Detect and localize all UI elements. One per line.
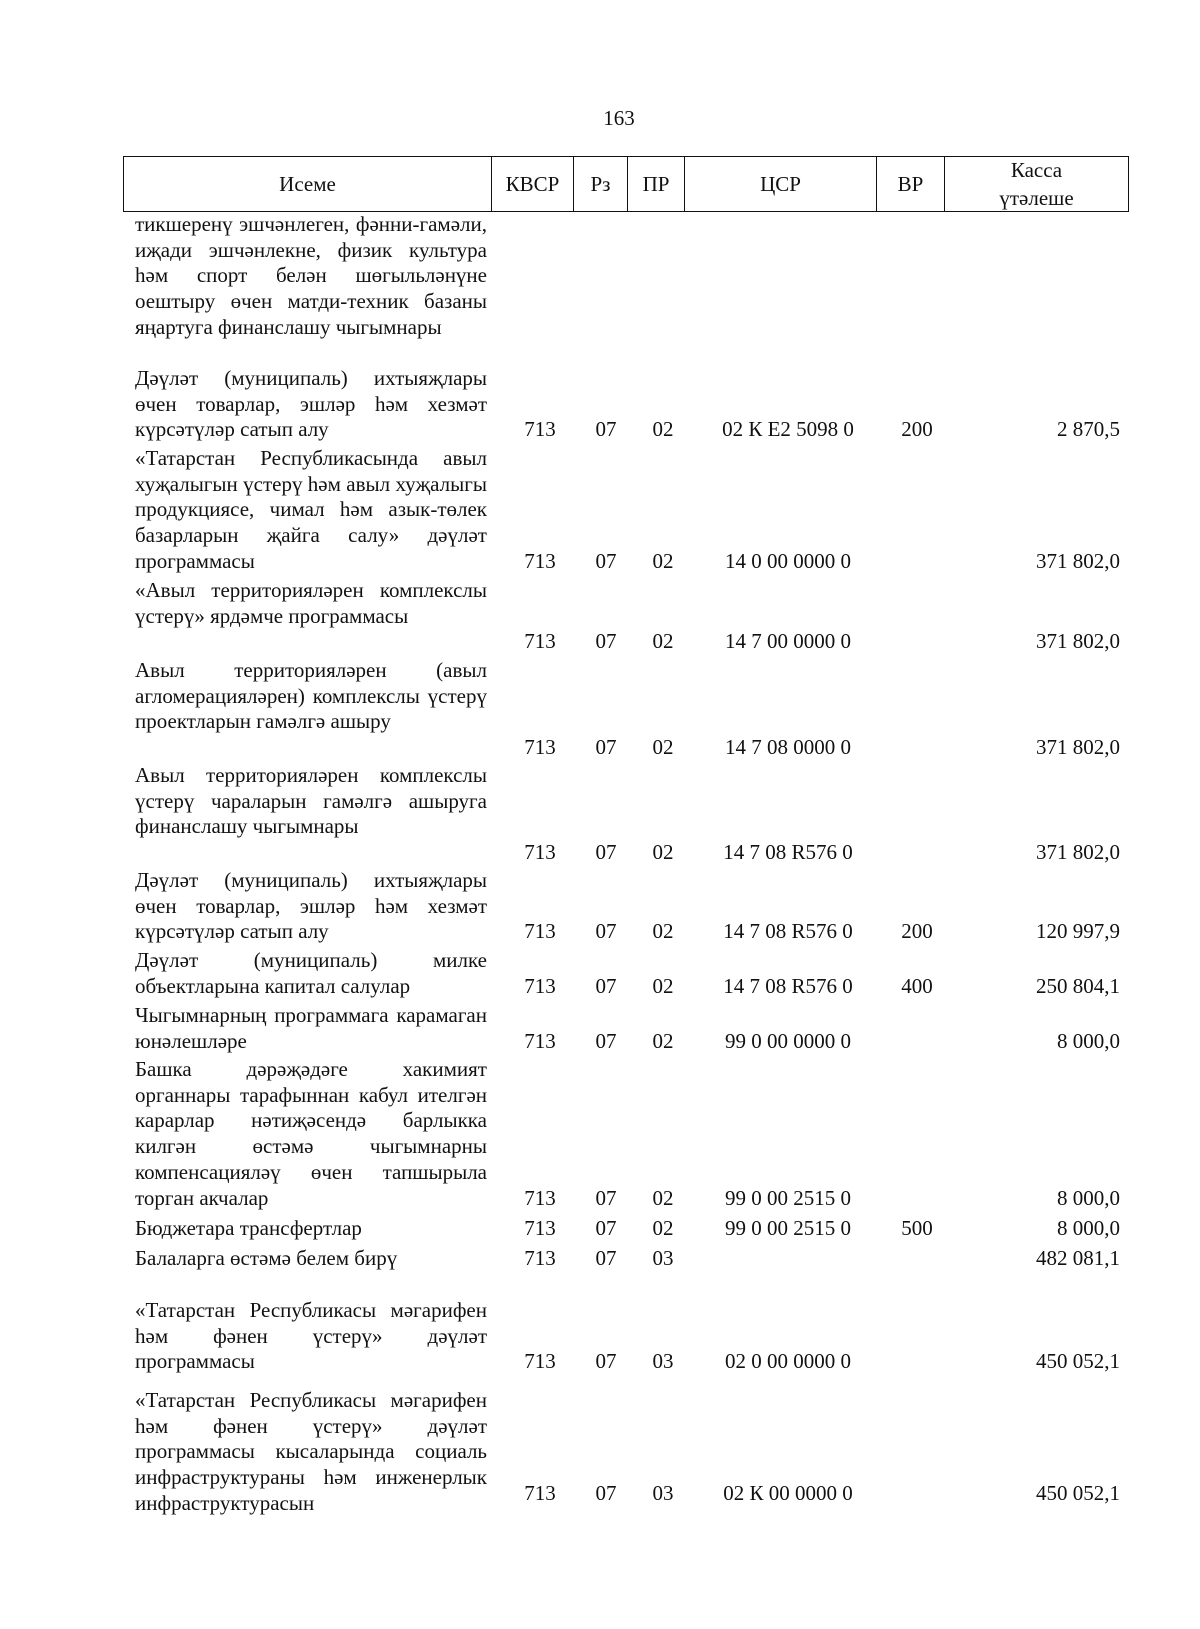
row-sum: 120 997,9: [1036, 919, 1120, 943]
row-rz: 07: [595, 1246, 617, 1270]
row-rz: 07: [595, 1029, 617, 1053]
row-csr: 14 7 00 0000 0: [725, 629, 851, 653]
row-csr: 99 0 00 2515 0: [725, 1216, 851, 1240]
row-csr: 14 7 08 R576 0: [723, 840, 853, 864]
row-sum: 482 081,1: [1036, 1246, 1120, 1270]
row-name: Дәүләт (муниципаль) ихтыяҗлары өчен товарлар, эшләр һәм хезмәт күрсәтүләр сатып алу: [135, 868, 487, 944]
table-header: [123, 156, 1129, 212]
header-csr: ЦСР: [685, 157, 877, 211]
row-name: тикшеренү эшчәнлеген, фәнни-гамәли, иҗади эшчәнлекне, физик культура һәм спорт белән шөгыльләнүне оештыру өчен матди-техник базаны яңартуга финанслашу чыгымнары: [135, 212, 487, 339]
row-kvsr: 713: [524, 974, 556, 998]
row-pr: 03: [652, 1349, 674, 1373]
row-vr: 500: [901, 1216, 933, 1240]
row-name: «Авыл территорияләрен комплекслы үстерү» ярдәмче программасы: [135, 578, 487, 628]
row-pr: 02: [652, 549, 674, 573]
row-sum: 8 000,0: [1057, 1186, 1120, 1210]
row-sum: 2 870,5: [1057, 417, 1120, 441]
row-rz: 07: [595, 919, 617, 943]
row-csr: 14 7 08 0000 0: [725, 735, 851, 759]
row-pr: 03: [652, 1246, 674, 1270]
row-csr: 14 7 08 R576 0: [723, 919, 853, 943]
row-csr: 02 0 00 0000 0: [725, 1349, 851, 1373]
header-sum-line2: үтәлеше: [999, 186, 1074, 210]
row-sum: 371 802,0: [1036, 840, 1120, 864]
row-kvsr: 713: [524, 1186, 556, 1210]
row-sum: 371 802,0: [1036, 629, 1120, 653]
row-name: Чыгымнарның программага карамаган юнәлешләре: [135, 1003, 487, 1053]
row-csr: 14 0 00 0000 0: [725, 549, 851, 573]
row-name: Балаларга өстәмә белем бирү: [135, 1246, 398, 1270]
row-rz: 07: [595, 417, 617, 441]
header-kvsr: КВСР: [492, 157, 574, 211]
row-csr: 02 К Е2 5098 0: [722, 417, 854, 441]
header-sum-line1: Касса: [1010, 158, 1063, 182]
row-kvsr: 713: [524, 840, 556, 864]
row-csr: 99 0 00 0000 0: [725, 1029, 851, 1053]
row-kvsr: 713: [524, 629, 556, 653]
row-rz: 07: [595, 1349, 617, 1373]
header-sum: [945, 157, 1128, 211]
row-name: Авыл территорияләрен (авыл агломерацияләрен) комплекслы үстерү проектларын гамәлгә ашыру: [135, 658, 487, 734]
row-kvsr: 713: [524, 1246, 556, 1270]
row-pr: 02: [652, 1216, 674, 1240]
row-rz: 07: [595, 974, 617, 998]
header-pr: ПР: [628, 157, 685, 211]
row-rz: 07: [595, 549, 617, 573]
header-vr: ВР: [877, 157, 945, 211]
row-sum: 8 000,0: [1057, 1216, 1120, 1240]
row-rz: 07: [595, 629, 617, 653]
row-name: Дәүләт (муниципаль) милке объектларына капитал салулар: [135, 948, 487, 998]
row-kvsr: 713: [524, 919, 556, 943]
row-sum: 450 052,1: [1036, 1349, 1120, 1373]
row-rz: 07: [595, 840, 617, 864]
row-name: «Татарстан Республикасында авыл хуҗалыгын үстерү һәм авыл хуҗалыгы продукциясе, чимал һәм азык-төлек базарларын җайга салу» дәүләт программасы: [135, 446, 487, 573]
row-csr: 02 К 00 0000 0: [723, 1481, 853, 1505]
header-rz: Рз: [574, 157, 628, 211]
row-pr: 02: [652, 1029, 674, 1053]
row-kvsr: 713: [524, 1349, 556, 1373]
row-pr: 02: [652, 840, 674, 864]
row-sum: 8 000,0: [1057, 1029, 1120, 1053]
header-name: Исеме: [124, 157, 492, 211]
row-csr: 14 7 08 R576 0: [723, 974, 853, 998]
row-kvsr: 713: [524, 735, 556, 759]
row-kvsr: 713: [524, 1216, 556, 1240]
row-sum: 371 802,0: [1036, 735, 1120, 759]
row-kvsr: 713: [524, 1481, 556, 1505]
row-vr: 200: [901, 417, 933, 441]
row-kvsr: 713: [524, 549, 556, 573]
row-name: «Татарстан Республикасы мәгарифен һәм фәнен үстерү» дәүләт программасы кысаларында социаль инфраструктураны һәм инженерлык инфраструктурасын: [135, 1388, 487, 1515]
row-pr: 02: [652, 974, 674, 998]
row-name: Авыл территорияләрен комплекслы үстерү чараларын гамәлгә ашыруга финанслашу чыгымнары: [135, 763, 487, 839]
row-name: Башка дәрәҗәдәге хакимият органнары тарафыннан кабул ителгән карарлар нәтиҗәсендә барлыкка килгән өстәмә чыгымнарны компенсацияләү өчен тапшырыла торган акчалар: [135, 1057, 487, 1210]
row-rz: 07: [595, 1216, 617, 1240]
row-pr: 03: [652, 1481, 674, 1505]
row-kvsr: 713: [524, 417, 556, 441]
row-kvsr: 713: [524, 1029, 556, 1053]
row-sum: 250 804,1: [1036, 974, 1120, 998]
row-vr: 200: [901, 919, 933, 943]
row-sum: 450 052,1: [1036, 1481, 1120, 1505]
row-rz: 07: [595, 735, 617, 759]
row-pr: 02: [652, 735, 674, 759]
row-pr: 02: [652, 629, 674, 653]
row-name: Бюджетара трансфертлар: [135, 1216, 362, 1240]
page-number: 163: [603, 106, 635, 130]
row-sum: 371 802,0: [1036, 549, 1120, 573]
row-rz: 07: [595, 1481, 617, 1505]
row-name: Дәүләт (муниципаль) ихтыяҗлары өчен товарлар, эшләр һәм хезмәт күрсәтүләр сатып алу: [135, 366, 487, 442]
row-vr: 400: [901, 974, 933, 998]
row-pr: 02: [652, 417, 674, 441]
row-name: «Татарстан Республикасы мәгарифен һәм фәнен үстерү» дәүләт программасы: [135, 1298, 487, 1374]
row-pr: 02: [652, 1186, 674, 1210]
row-csr: 99 0 00 2515 0: [725, 1186, 851, 1210]
row-pr: 02: [652, 919, 674, 943]
row-rz: 07: [595, 1186, 617, 1210]
